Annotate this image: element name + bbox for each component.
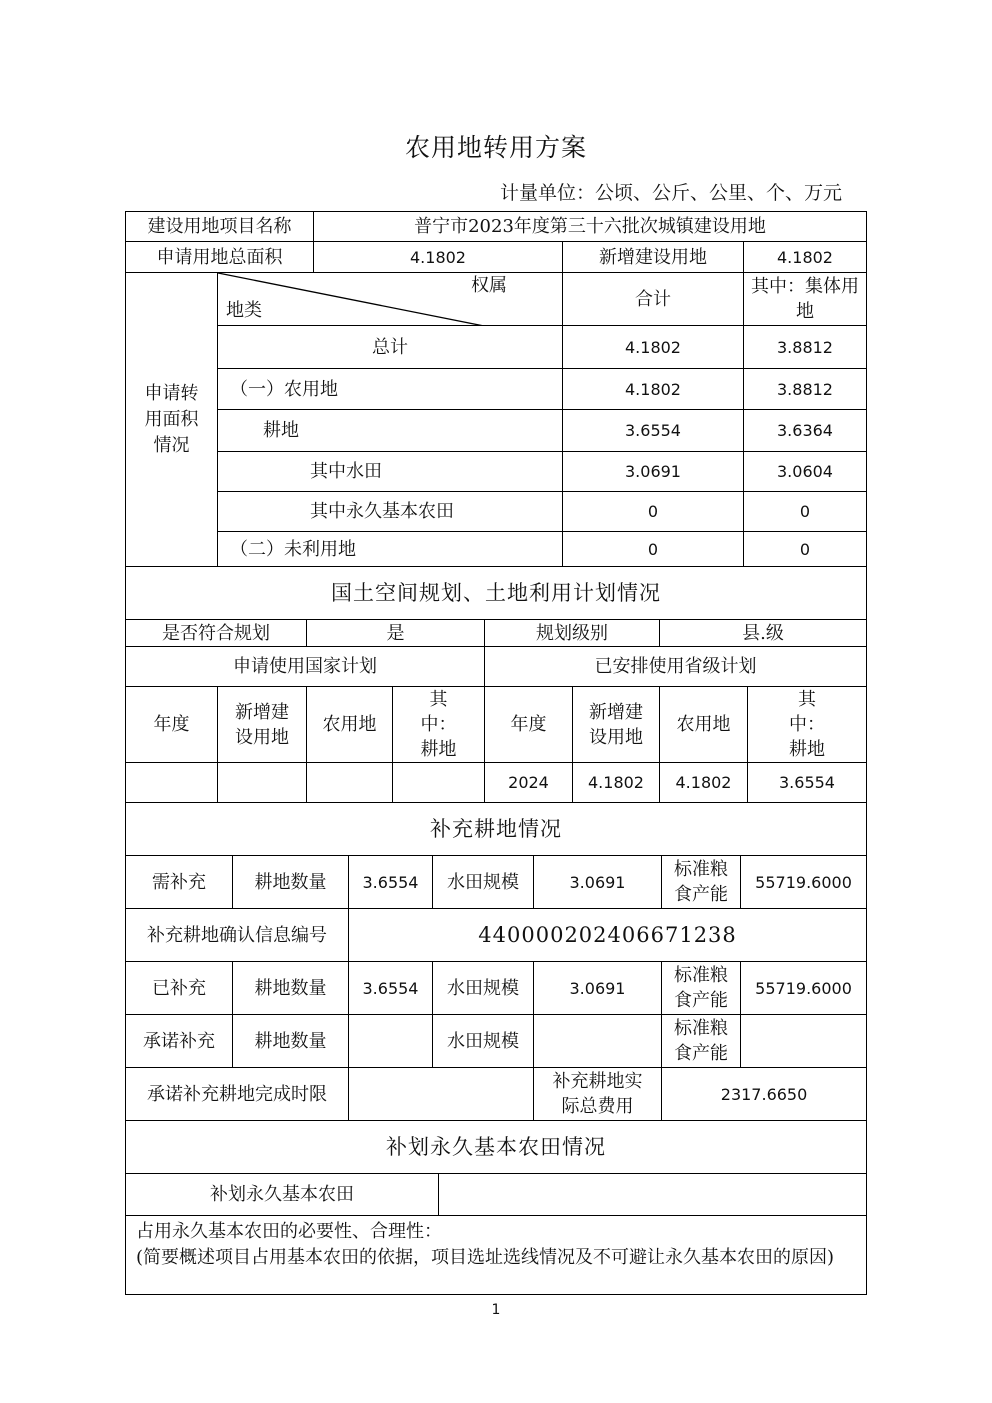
paddy-label: 水田规模: [433, 962, 534, 1015]
row-total: 0: [563, 492, 744, 532]
plan-header: [748, 687, 867, 763]
conversion-row: [126, 326, 867, 369]
grain-label: [662, 962, 741, 1015]
plan-header: [485, 687, 573, 763]
done-label: 已补充: [126, 962, 233, 1015]
conversion-side-label: [126, 273, 218, 567]
cost-label: [534, 1068, 662, 1121]
plan-header-text: 年度: [153, 714, 190, 735]
need-grain: 55719.6000: [741, 856, 867, 909]
grain-label-text: 标准粮食产能: [674, 1018, 728, 1064]
national-plan-label: 申请使用国家计划: [126, 647, 485, 687]
project-label: 建设用地项目名称: [126, 212, 314, 242]
conform-value: 是: [307, 620, 485, 647]
row-label: 耕地: [218, 410, 563, 452]
diagonal-header-cell: [218, 273, 563, 326]
ownership-header: 权属: [471, 275, 507, 296]
row-collective: 3.0604: [744, 452, 867, 492]
row-total: 4.1802: [563, 326, 744, 369]
conversion-table: [125, 211, 867, 567]
row-collective: 3.8812: [744, 326, 867, 369]
planning-section-row: [126, 567, 867, 620]
farmland-row-value: [439, 1174, 867, 1216]
supplement-section-title: 补充耕地情况: [126, 803, 867, 856]
project-row: [126, 212, 867, 242]
plan-header-text: 农用地: [322, 714, 377, 735]
farmland-row: [126, 1174, 867, 1216]
deadline-value: [349, 1068, 534, 1121]
plan-header: [218, 687, 307, 763]
need-label: 需补充: [126, 856, 233, 909]
done-row: [126, 962, 867, 1015]
grain-label-text: 标准粮食产能: [674, 965, 728, 1011]
total-col-header: 合计: [563, 273, 744, 326]
total-area-value: 4.1802: [314, 242, 563, 273]
level-value: 县.级: [660, 620, 867, 647]
deadline-row: [126, 1068, 867, 1121]
plan-header-text: 农用地: [676, 714, 731, 735]
conversion-row: [126, 452, 867, 492]
need-paddy: 3.0691: [534, 856, 662, 909]
conversion-side-text: 申请转用面积情况: [144, 382, 199, 456]
grain-label: [662, 856, 741, 909]
collective-col-header: 其中：集体用地: [744, 273, 867, 326]
grain-label: [662, 1015, 741, 1068]
page-number: 1: [491, 1302, 501, 1318]
row-collective: 0: [744, 532, 867, 567]
cost-label-text: 补充耕地实际总费用: [552, 1071, 643, 1117]
farmland-row-label: 补划永久基本农田: [126, 1174, 439, 1216]
row-collective: 3.6364: [744, 410, 867, 452]
done-grain: 55719.6000: [741, 962, 867, 1015]
planning-table: [125, 566, 867, 803]
plan-header-text: 新增建设用地: [235, 701, 289, 748]
conversion-row: [126, 492, 867, 532]
done-qty: 3.6554: [349, 962, 433, 1015]
note-line-2: (简要概述项目占用基本农田的依据，项目选址选线情况及不可避让永久基本农田的原因): [136, 1247, 835, 1268]
plan-value: [307, 763, 393, 803]
promise-grain: [741, 1015, 867, 1068]
plan-header-text: 新增建设用地: [589, 701, 643, 748]
unit-line: 计量单位：公顷、公斤、公里、个、万元: [499, 182, 842, 204]
row-total: 3.0691: [563, 452, 744, 492]
confirm-row: [126, 909, 867, 962]
done-paddy: 3.0691: [534, 962, 662, 1015]
plan-value: 2024: [485, 763, 573, 803]
conversion-row: [126, 532, 867, 567]
plan-header-text: 年度: [510, 714, 547, 735]
supplement-table: [125, 802, 867, 1121]
plan-header: [573, 687, 660, 763]
row-collective: 3.8812: [744, 369, 867, 410]
plan-header: [307, 687, 393, 763]
plan-value: 4.1802: [573, 763, 660, 803]
row-label: （一）农用地: [218, 369, 563, 410]
provincial-plan-label: 已安排使用省级计划: [485, 647, 867, 687]
deadline-label: 承诺补充耕地完成时限: [126, 1068, 349, 1121]
farmland-note-row: [126, 1216, 867, 1295]
farmland-section-row: [126, 1121, 867, 1174]
row-total: 0: [563, 532, 744, 567]
plan-header: [393, 687, 485, 763]
row-label: （二）未利用地: [218, 532, 563, 567]
row-label: 总计: [218, 326, 563, 369]
plan-header: [126, 687, 218, 763]
farmland-table: [125, 1120, 867, 1295]
document-title: 农用地转用方案: [404, 133, 587, 162]
plan-group-row: [126, 647, 867, 687]
farmland-section-title: 补划永久基本农田情况: [126, 1121, 867, 1174]
plan-header-row: [126, 687, 867, 763]
row-total: 3.6554: [563, 410, 744, 452]
plan-header: [660, 687, 748, 763]
promise-label: 承诺补充: [126, 1015, 233, 1068]
plan-value: [126, 763, 218, 803]
qty-label: 耕地数量: [233, 856, 349, 909]
note-line-1: 占用永久基本农田的必要性、合理性：: [136, 1221, 442, 1242]
plan-value: 3.6554: [748, 763, 867, 803]
plan-value: 4.1802: [660, 763, 748, 803]
confirm-label: 补充耕地确认信息编号: [126, 909, 349, 962]
promise-qty: [349, 1015, 433, 1068]
row-total: 4.1802: [563, 369, 744, 410]
confirm-value: 440000202406671238: [349, 909, 867, 962]
conform-row: [126, 620, 867, 647]
row-collective: 0: [744, 492, 867, 532]
need-qty: 3.6554: [349, 856, 433, 909]
conversion-header-row: [126, 273, 867, 326]
supplement-section-row: [126, 803, 867, 856]
promise-paddy: [534, 1015, 662, 1068]
cost-value: 2317.6650: [662, 1068, 867, 1121]
qty-label: 耕地数量: [233, 962, 349, 1015]
need-row: [126, 856, 867, 909]
plan-header-text: 其中：耕地: [420, 689, 457, 760]
plan-value: [218, 763, 307, 803]
row-label: 其中水田: [218, 452, 563, 492]
plan-value: [393, 763, 485, 803]
conversion-row: [126, 369, 867, 410]
land-type-header: 地类: [226, 300, 262, 321]
plan-header-text: 其中：耕地: [789, 689, 825, 760]
farmland-note: [126, 1216, 867, 1295]
project-value: 普宁市2023年度第三十六批次城镇建设用地: [314, 212, 867, 242]
form-sheet: [125, 211, 866, 1295]
grain-label-text: 标准粮食产能: [674, 859, 728, 905]
promise-row: [126, 1015, 867, 1068]
total-area-label: 申请用地总面积: [126, 242, 314, 273]
area-row: [126, 242, 867, 273]
new-construction-value: 4.1802: [744, 242, 867, 273]
paddy-label: 水田规模: [433, 1015, 534, 1068]
row-label: 其中永久基本农田: [218, 492, 563, 532]
plan-value-row: [126, 763, 867, 803]
new-construction-label: 新增建设用地: [563, 242, 744, 273]
conform-label: 是否符合规划: [126, 620, 307, 647]
planning-section-title: 国土空间规划、土地利用计划情况: [126, 567, 867, 620]
paddy-label: 水田规模: [433, 856, 534, 909]
level-label: 规划级别: [485, 620, 660, 647]
qty-label: 耕地数量: [233, 1015, 349, 1068]
conversion-row: [126, 410, 867, 452]
